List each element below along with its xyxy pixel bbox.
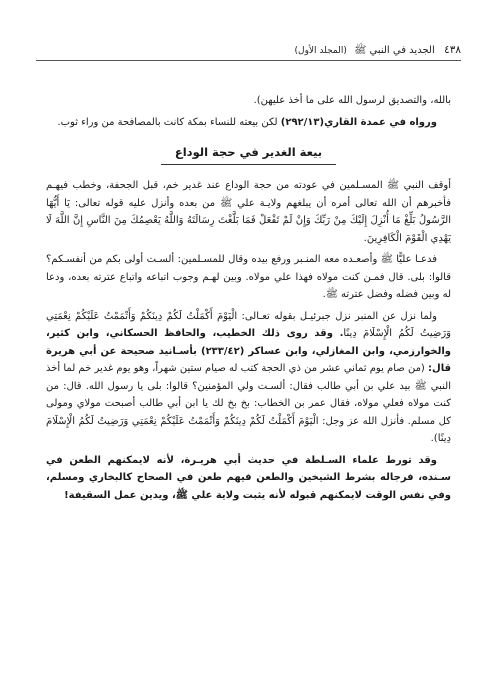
book-title: الجديد في النبي ﷺ xyxy=(354,45,435,56)
citation: ورواه في عمدة القاري(٢٩٢/١٣) xyxy=(280,116,437,128)
text: أوقف النبي ﷺ المسـلمين في عودته من حجة الوداع عند غدير خم، قبل الجحفة، وخطب فيهـم فأخبرهم أن الله تعالى أمره أن يبلغهم ولايـة علي ﷺ من بعده وأنزل عليه قوله تعالى: xyxy=(46,180,451,209)
section-heading xyxy=(46,143,451,165)
header-divider xyxy=(36,60,461,61)
paragraph xyxy=(46,308,451,448)
running-header xyxy=(36,43,461,58)
main-text xyxy=(46,92,451,508)
paragraph xyxy=(46,114,451,132)
text: ولما نزل عن المنبر نزل جبرئيـل بقوله تعـالى: xyxy=(237,310,437,322)
paragraph xyxy=(46,452,451,505)
text: . وقد روى ذلك الخطيب، والحافظ الحسكاني، وابن كثير، والخوارزمي، وابن المغازلي، وابن عساكر (٢٣٣/٤٢) بأسـانيد صحيحة عن أبي هريرة قال: xyxy=(46,328,451,374)
quran-verse: يَا أَيُّهَا الرَّسُولُ بَلِّغْ مَا أُنْزِلَ إِلَيْكَ مِنْ رَبِّكَ وَإِنْ لَمْ تَفْعَلْ فَمَا بَلَّغْتَ رِسَالَتَهُ وَاللَّهُ يَعْصِمُكَ مِنَ النَّاسِ إِنَّ اللَّهَ لَا يَهْدِي الْقَوْمَ الْكَافِرِينَ xyxy=(46,197,451,244)
text: لكن بيعته للنساء بمكة كانت بالمصافحة من وراء ثوب. xyxy=(57,116,281,128)
text: وقد تورط علماء السـلطة في حديث أبي هريـرة، لأنه لايمكنهم الطعن في سـنده، فرجاله بشرط الشيخين والطعن فيهم طعن في الصحاح كالبخاري ومسلم، وفي نفس الوقت لايمكنهم قبوله لأنه يثبت ولاية علي ﷺ، ويدين عمل السقيفة! xyxy=(46,454,451,501)
volume-label: (المجلد الأول) xyxy=(294,46,347,56)
text: بالله، والتصديق لرسول الله على ما أخذ عليهن). xyxy=(253,95,451,106)
text: (من صام يوم ثماني عشر من ذي الحجة كتب له صيام ستين شهراً، وهو يوم غدير خم لما أخذ النبي ﷺ بيد علي بن أبي طالب فقال: ألسـت ولي المؤمنين؟ قالوا: بلى يا رسول الله. قال: من كنت مولاه فعلي مولاه، فقال عمر بن الخطاب: بخ بخ لك يا ابن أبي طالب أصبحت مولاي ومولى كل مسلم. فأنزل الله عز وجل: xyxy=(45,363,451,427)
quran-verse: الْيَوْمَ أَكْمَلْتُ لَكُمْ دِينَكُمْ وَأَتْمَمْتُ عَلَيْكُمْ نِعْمَتِي وَرَضِيتُ لَكُمُ الْإِسْلَامَ دِينًا xyxy=(46,310,451,339)
text: ). xyxy=(430,433,438,444)
paragraph xyxy=(46,177,451,247)
page-number: ٤٣٨ xyxy=(444,44,461,56)
text: . xyxy=(363,232,367,244)
paragraph xyxy=(46,92,451,110)
paragraph xyxy=(46,251,451,304)
section-title: بيعة الغدير في حجة الوداع xyxy=(161,143,336,165)
quran-verse: الْيَوْمَ أَكْمَلْتُ لَكُمْ دِينَكُمْ وَأَتْمَمْتُ عَلَيْكُمْ نِعْمَتِي وَرَضِيتُ لَكُمُ الْإِسْلَامَ دِينًا xyxy=(46,415,451,444)
text: فدعـا عليًّا ﷺ وأصعـده معه المنـبر ورفع بيده وقال للمسـلمين: ألسـت أولى بكم من أنفسـكم؟ قالوا: بلى. قال فمـن كنت مولاه فهذا علي مولاه. وبين لهـم وجوب اتباعه واتباع عترته بعده، ودعا له وبين فضله وفضل عترته ﷺ. xyxy=(46,254,451,300)
